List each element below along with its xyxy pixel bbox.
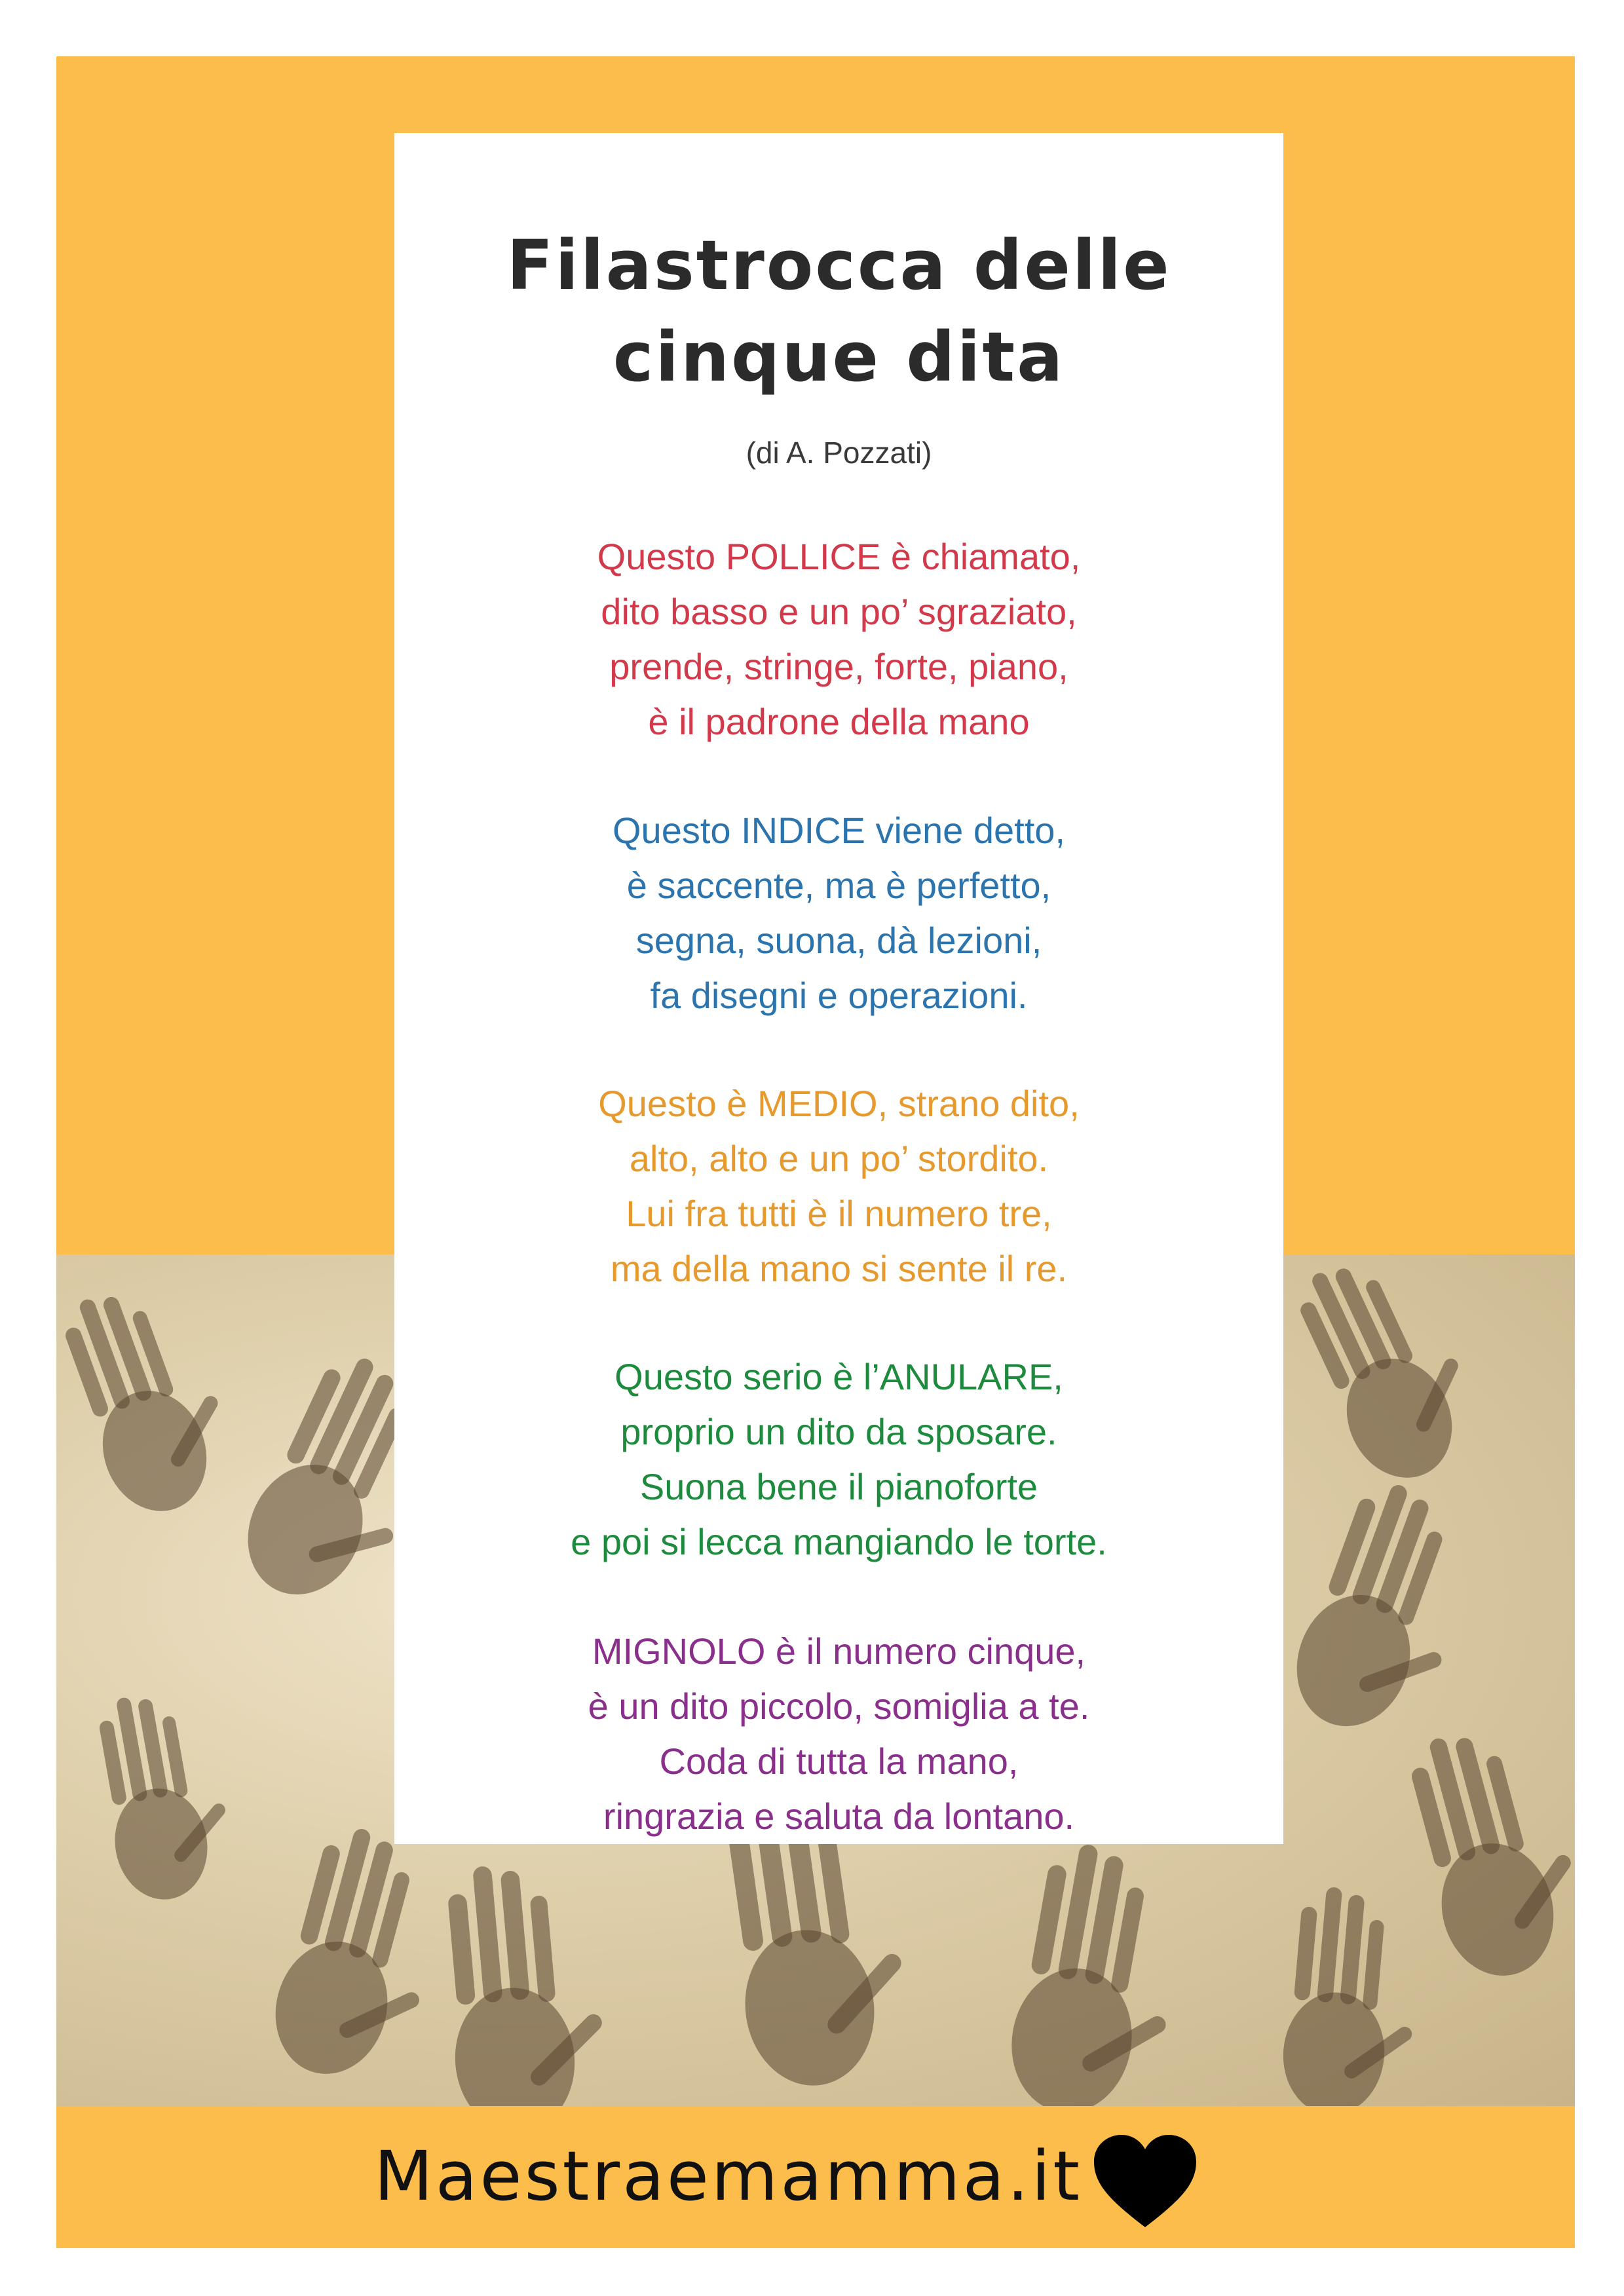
footer: [56, 2106, 1575, 2248]
stanza-line: prende, stringe, forte, piano,: [609, 646, 1068, 687]
stanza-mignolo: [394, 1624, 1283, 1844]
poem-title-line: Filastrocca delle: [506, 225, 1171, 305]
stanza-indice: [394, 803, 1283, 1023]
stanza-line: Questo è MEDIO, strano dito,: [598, 1083, 1080, 1124]
stanza-line: Questo POLLICE è chiamato,: [597, 536, 1081, 577]
poem-card: [394, 133, 1283, 1844]
stanza-line: è un dito piccolo, somiglia a te.: [588, 1685, 1090, 1727]
brand-name: Maestraemamma.it: [374, 2136, 1082, 2216]
stanza-line: è saccente, ma è perfetto,: [626, 865, 1051, 906]
stanza-line: Questo serio è l’ANULARE,: [614, 1356, 1063, 1397]
stanza-line: ma della mano si sente il re.: [610, 1248, 1068, 1289]
poem-title-line: cinque dita: [613, 317, 1065, 397]
stanza-pollice: [394, 529, 1283, 749]
stanza-line: e poi si lecca mangiando le torte.: [571, 1521, 1107, 1562]
stanza-line: Lui fra tutti è il numero tre,: [626, 1193, 1052, 1234]
stanza-line: proprio un dito da sposare.: [620, 1411, 1057, 1452]
stanza-line: Questo INDICE viene detto,: [612, 810, 1065, 851]
stanza-line: fa disegni e operazioni.: [650, 975, 1028, 1016]
stanza-line: segna, suona, dà lezioni,: [635, 920, 1042, 961]
stanza-line: Coda di tutta la mano,: [659, 1741, 1019, 1782]
stanza-line: ringrazia e saluta da lontano.: [603, 1796, 1075, 1837]
stanza-anulare: [394, 1349, 1283, 1570]
poem-author: (di A. Pozzati): [746, 436, 932, 470]
stanza-line: alto, alto e un po’ stordito.: [629, 1138, 1049, 1179]
stanza-line: è il padrone della mano: [648, 701, 1030, 742]
stanza-line: Suona bene il pianoforte: [639, 1466, 1038, 1507]
stanza-line: dito basso e un po’ sgraziato,: [601, 591, 1077, 632]
stanza-line: MIGNOLO è il numero cinque,: [592, 1630, 1086, 1672]
heart-icon: [1091, 2132, 1199, 2230]
stanza-medio: [394, 1076, 1283, 1296]
poem-title: [394, 219, 1283, 403]
